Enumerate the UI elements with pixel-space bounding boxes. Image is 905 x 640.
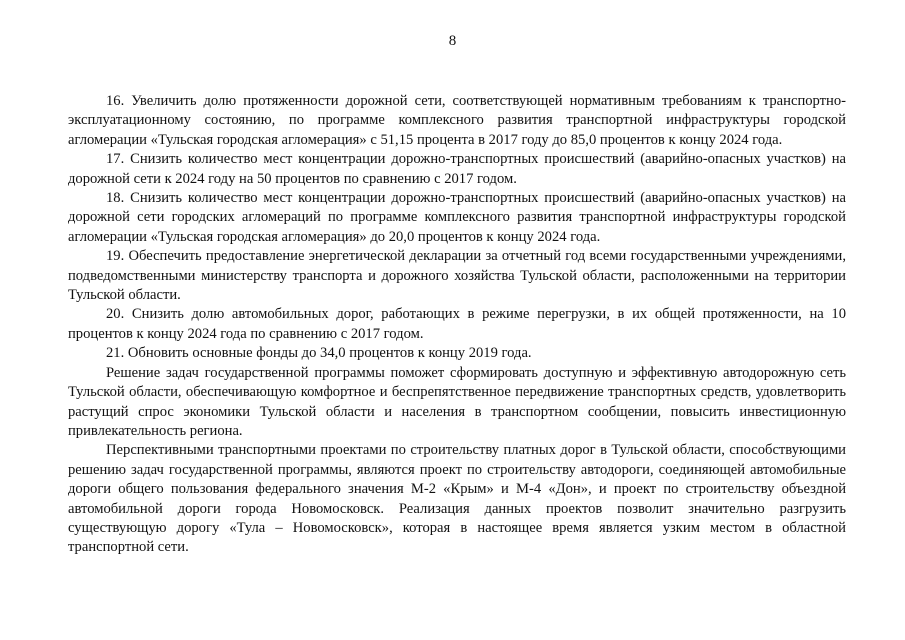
paragraph-17: 17. Снизить количество мест концентрации дорожно-транспортных происшествий (аварийно-опасных участков) на дорожной сети к 2024 году на 50 процентов по сравнению с 2017 годом. <box>68 151 846 187</box>
paragraph-16: 16. Увеличить долю протяженности дорожной сети, соответствующей нормативным требованиям к транспортно-эксплуатационному состоянию, по программе комплексного развития транспортной инфраструктуры городской агломерации «Тульская городская агломерация» с 51,15 процента в 2017 году до 85,0 процентов к концу 2024 года. <box>68 93 846 148</box>
paragraph-18: 18. Снизить количество мест концентрации дорожно-транспортных происшествий (аварийно-опасных участков) на дорожной сети городских агломераций по программе комплексного развития транспортной инфраструктуры городской агломерации «Тульская городская агломерация» до 20,0 процентов к концу 2024 года. <box>68 190 846 245</box>
page-number: 8 <box>448 33 457 49</box>
document-body <box>68 92 846 558</box>
paragraph-19: 19. Обеспечить предоставление энергетической декларации за отчетный год всеми государственными учреждениями, подведомственными министерству транспорта и дорожного хозяйства Тульской области, расположенными на территории Тульской области. <box>68 248 846 304</box>
paragraph-program-goals: Решение задач государственной программы поможет сформировать доступную и эффективную автодорожную сеть Тульской области, обеспечивающую комфортное и беспрепятственное передвижение транспортных средств, удовлетворить растущий спрос экономики Тульской области и населения в транспортном сообщении, повысить инвестиционную привлекательность региона. <box>68 364 846 439</box>
paragraph-21: 21. Обновить основные фонды до 34,0 процентов к концу 2019 года. <box>106 345 532 362</box>
paragraph-20: 20. Снизить долю автомобильных дорог, работающих в режиме перегрузки, в их общей протяженности, на 10 процентов к концу 2024 года по сравнению с 2017 годом. <box>68 306 846 342</box>
paragraph-toll-road-projects: Перспективными транспортными проектами по строительству платных дорог в Тульской области, способствующими решению задач государственной программы, являются проект по строительству автодороги, соединяющей автомобильные дороги общего пользования федерального значения М-2 «Крым» и М-4 «Дон», и проект по строительству объездной автомобильной дороги города Новомосковск. Реализация данных проектов позволит значительно разгрузить существующую дорогу «Тула – Новомосковск», которая в настоящее время является узким местом в областной транспортной сети. <box>68 442 846 556</box>
